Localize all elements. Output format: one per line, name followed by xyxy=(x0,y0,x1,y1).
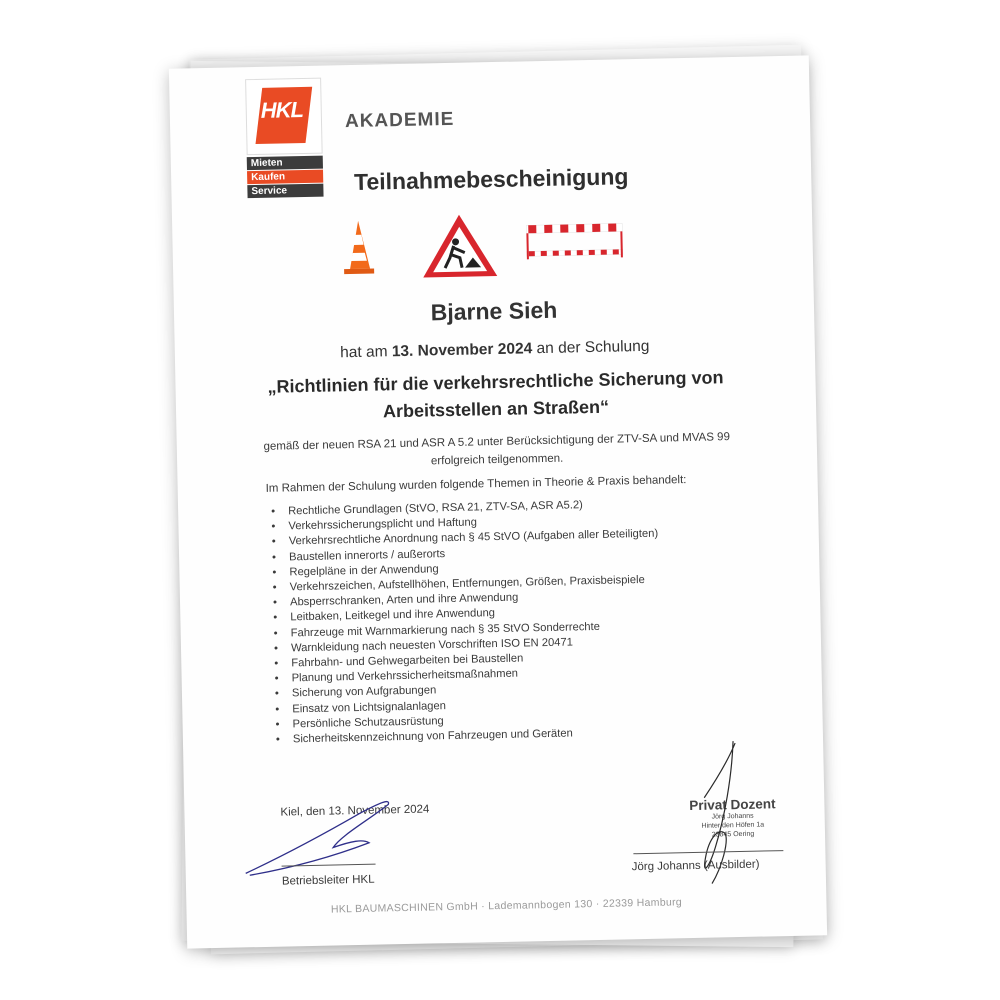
topics-intro: Im Rahmen der Schulung wurden folgende Themen in Theorie & Praxis behandelt: xyxy=(265,474,687,495)
participation-prefix: hat am xyxy=(339,343,393,362)
place-date: Kiel, den 13. November 2024 xyxy=(280,803,430,819)
logo-row: Service xyxy=(247,184,323,199)
certificate-title: Teilnahmebescheinigung xyxy=(353,163,629,195)
footer-address: HKL BAUMASCHINEN GmbH · Lademannbogen 130 · 22339 Hamburg xyxy=(330,896,683,916)
topic-item: • Sicherheitskennzeichnung von Fahrzeugen und Geräten xyxy=(293,725,663,748)
course-description xyxy=(237,428,758,475)
topic-item: • Sicherung von Aufgrabungen xyxy=(292,679,662,702)
logo-row: Mieten xyxy=(247,156,323,171)
topic-item: • Persönliche Schutzausrüstung xyxy=(292,709,662,732)
topic-item: • Regelpläne in der Anwendung xyxy=(289,557,659,580)
stamp-name: Jörg Johanns xyxy=(711,812,754,821)
hkl-logo: HKL Mieten Kaufen Service xyxy=(245,78,323,198)
topic-item: • Leitbaken, Leitkegel und ihre Anwendung xyxy=(290,603,660,626)
stamp-title: Privat Dozent xyxy=(689,796,776,814)
description-line: gemäß der neuen RSA 21 und ASR A 5.2 unter Berücksichtigung der ZTV-SA und MVAS 99 xyxy=(263,431,731,453)
course-title-line: Arbeitsstellen an Straßen“ xyxy=(382,396,610,422)
logo-row: Kaufen xyxy=(247,170,323,185)
topic-item: • Warnkleidung nach neuesten Vorschriften ISO EN 20471 xyxy=(291,633,661,656)
topic-item: • Baustellen innerorts / außerorts xyxy=(289,542,659,565)
topic-item: • Planung und Verkehrssicherheitsmaßnahmen xyxy=(292,664,662,687)
stamp-street: Hinter den Höfen 1a xyxy=(701,821,765,830)
course-date: 13. November 2024 xyxy=(391,340,533,361)
barrier-icon xyxy=(526,223,623,259)
left-signatory-role: Betriebsleiter HKL xyxy=(281,873,375,888)
roadworks-sign-icon xyxy=(422,214,497,278)
topic-item: • Einsatz von Lichtsignalanlagen xyxy=(292,694,662,717)
participant-name: Bjarne Sieh xyxy=(430,296,558,326)
topics-list xyxy=(270,497,662,748)
topic-item: • Fahrzeuge mit Warnmarkierung nach § 35 StVO Sonderrechte xyxy=(291,618,661,641)
traffic-icons xyxy=(172,203,813,286)
topic-item: • Verkehrsrechtliche Anordnung nach § 45 StVO (Aufgaben aller Beteiligten) xyxy=(289,527,659,550)
participation-line xyxy=(175,334,815,365)
right-signatory-role: Jörg Johanns (Ausbilder) xyxy=(631,858,760,874)
topic-item: • Rechtliche Grundlagen (StVO, RSA 21, ZTV-SA, ASR A5.2) xyxy=(288,497,658,520)
course-title-line: „Richtlinien für die verkehrsrechtliche Sicherung von xyxy=(267,367,724,397)
description-line: erfolgreich teilgenommen. xyxy=(430,452,564,468)
topic-item: • Absperrschranken, Arten und ihre Anwendung xyxy=(290,588,660,611)
topic-item: • Verkehrssicherungsplicht und Haftung xyxy=(288,512,658,535)
stamp-city: 23845 Oering xyxy=(711,830,755,839)
traffic-cone-icon xyxy=(343,221,374,275)
topic-item: • Verkehrszeichen, Aufstellhöhen, Entfernungen, Größen, Praxisbeispiele xyxy=(290,573,660,596)
certificate-page xyxy=(169,55,827,948)
topic-item: • Fahrbahn- und Gehwegarbeiten bei Baustellen xyxy=(291,649,661,672)
course-title xyxy=(215,363,776,429)
akademie-label: AKADEMIE xyxy=(344,108,455,133)
participation-suffix: an der Schulung xyxy=(532,337,650,358)
